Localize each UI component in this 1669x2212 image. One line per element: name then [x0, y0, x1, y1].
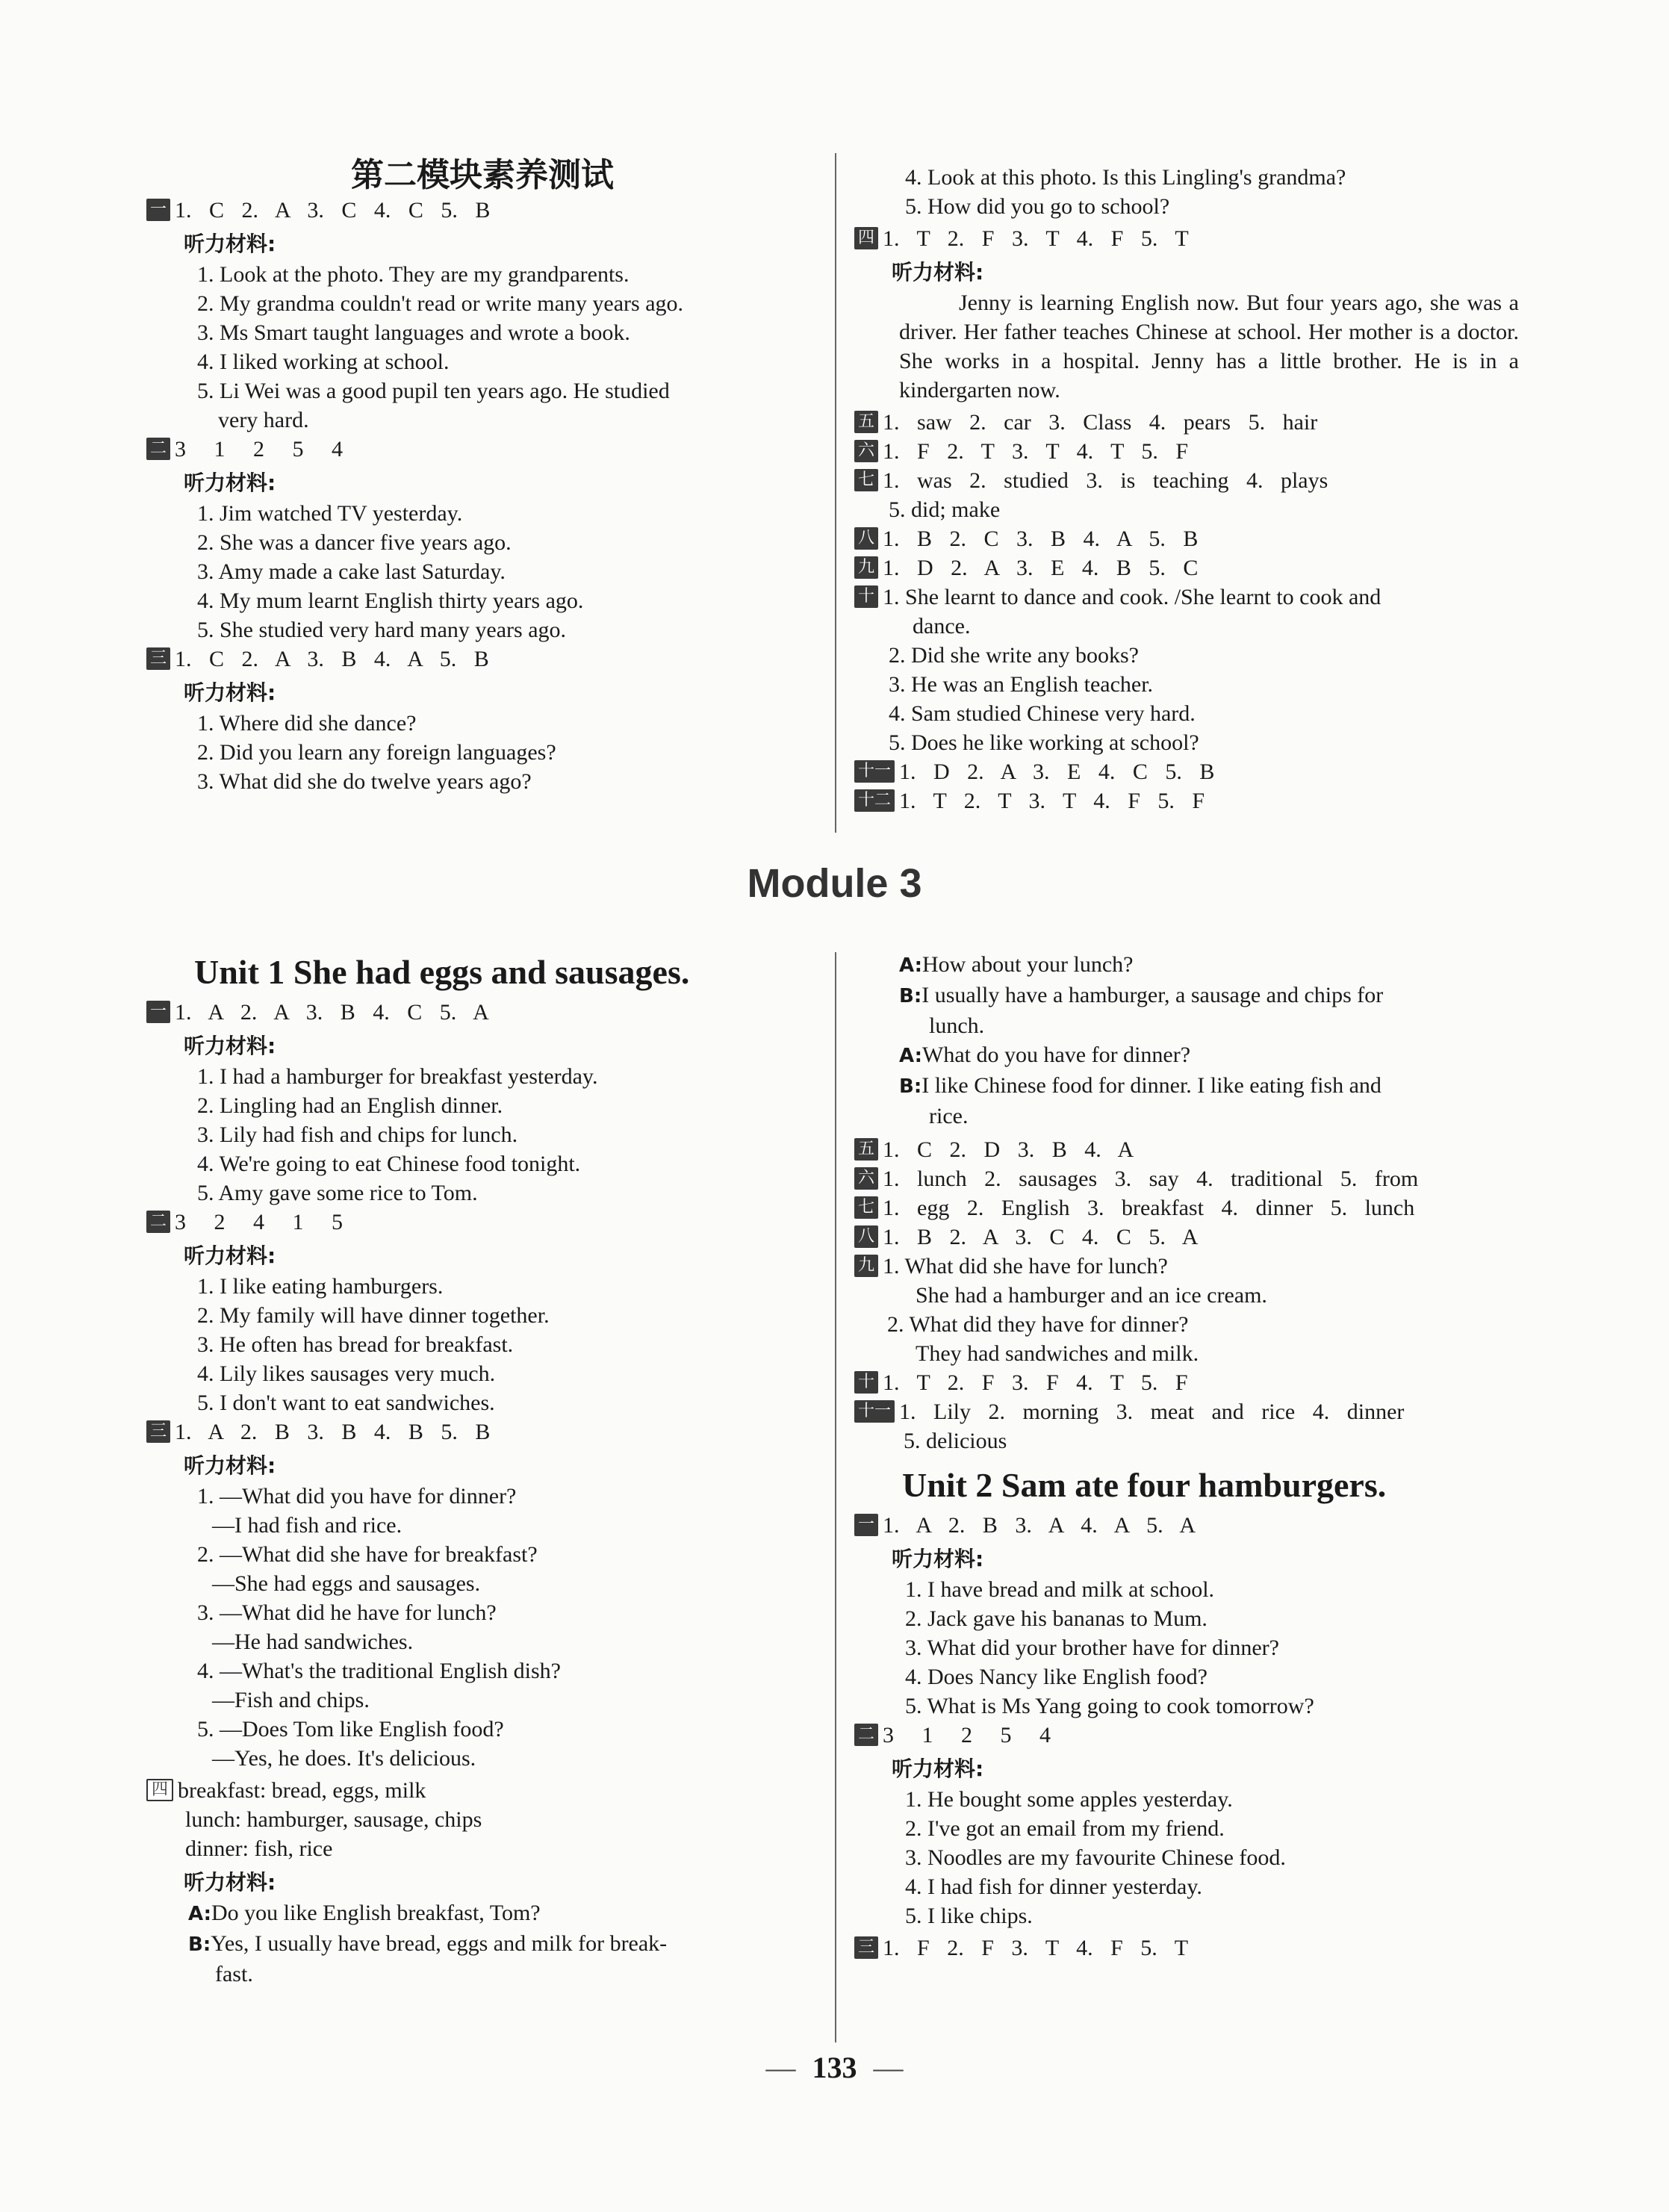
- section-tag: 四: [146, 1779, 173, 1801]
- section-tag: 七: [854, 1196, 878, 1219]
- section-12-answers: 十二 1. T 2. T 3. T 4. F 5. F: [854, 786, 1526, 815]
- page-number: — 133 —: [765, 2051, 904, 2084]
- section-7-answers: 七 1. was 2. studied 3. is teaching 4. plays: [854, 466, 1526, 495]
- listening-lines: 1. Jim watched TV yesterday. 2. She was a dancer five years ago. 3. Amy made a cake last Saturday. 4. My mum learnt English thirty years ago. 5. She studied very hard many years ago.: [197, 501, 584, 642]
- section-tag: 十一: [854, 1400, 895, 1423]
- listening-material-label: 听力材料:: [184, 1453, 276, 1478]
- dialog-part-2: A:How about your lunch? B:I usually have a hamburger, a sausage and chips for lunch. A:What do you have for dinner? B:I like Chinese food for dinner. I like eating fish and rice.: [899, 952, 1384, 1128]
- listening-material-label: 听力材料:: [184, 1034, 276, 1058]
- u2-section-3-answers: 三 1. F 2. F 3. T 4. F 5. T: [854, 1933, 1526, 1963]
- u1-section-11-answers: 十一 1. Lily 2. morning 3. meat and rice 4. dinner: [854, 1397, 1526, 1426]
- unit1-title: Unit 1 She had eggs and sausages.: [194, 953, 690, 991]
- u1-section-10-answers: 十 1. T 2. F 3. F 4. T 5. F: [854, 1368, 1526, 1397]
- section-tag: 三: [146, 1420, 170, 1443]
- section-tag: 八: [854, 1225, 878, 1248]
- u1-section-3-answers: 三 1. A 2. B 3. B 4. B 5. B: [146, 1417, 818, 1447]
- section-tag: 一: [146, 1001, 170, 1023]
- section-tag: 七: [854, 469, 878, 491]
- u2-section-1-answers: 一 1. A 2. B 3. A 4. A 5. A: [854, 1511, 1526, 1540]
- section-8-answers: 八 1. B 2. C 3. B 4. A 5. B: [854, 524, 1526, 553]
- u1-section-8-answers: 八 1. B 2. A 3. C 4. C 5. A: [854, 1222, 1526, 1252]
- section-tag: 十一: [854, 760, 895, 783]
- listening-material-label: 听力材料:: [184, 680, 276, 705]
- listening-material-label: 听力材料:: [892, 260, 984, 285]
- section-tag: 十: [854, 585, 878, 608]
- u1-section-4: 四 breakfast: bread, eggs, milk: [146, 1776, 818, 1805]
- dialog-part-1: A:Do you like English breakfast, Tom? B:Yes, I usually have bread, eggs and milk for break- fast.: [188, 1901, 668, 1986]
- section-3-answers: 三 1. C 2. A 3. B 4. A 5. B: [146, 644, 818, 674]
- column-divider: [835, 153, 836, 833]
- u1-section-1-answers: 一 1. A 2. A 3. B 4. C 5. A: [146, 998, 818, 1027]
- section-4-answers: 四 1. T 2. F 3. T 4. F 5. T: [854, 224, 1526, 253]
- unit1-right: A:How about your lunch? B:I usually have a hamburger, a sausage and chips for lunch. A:What do you have for dinner? B:I like Chinese food for dinner. I like eating fish and rice. 五 1. C 2. D 3. B 4. A 六 1. lunch 2. sausages 3. say 4. traditional 5. from 七 1. egg 2. English 3. breakfast 4. dinner 5. lunch 八 1. B 2. A 3. C 4. C 5. A 九 1. What did she have for lunch? She had a hamburger and an ice cream. 2. What did they have for dinner? They had sandwiches and milk. 十 1. T 2. F 3. F 4. T 5. F 十一 1. Lily 2. morning 3. meat and rice 4. dinner 5. delicious Unit 2 Sam ate four hamburgers. 一 1. A 2. B 3. A 4. A 5. A 听力材料: 1. I have bread and milk at school. 2. Jack gave his bananas to Mum. 3. What did your brother have for dinner? 4. Does Nancy like English food? 5. What is Ms Yang going to cook tomorrow? 二 3 1 2 5 4 听力材料: 1. He bought some apples yesterday. 2. I've got an email from my friend. 3. Noodles are my favourite Chinese food. 4. I had fish for dinner yesterday. 5. I like chips. 三 1. F 2. F 3. T 4. F 5. T: [854, 950, 1526, 1963]
- section-1-answers: 一 1. C 2. A 3. C 4. C 5. B: [146, 196, 818, 225]
- listening-paragraph: Jenny is learning English now. But four years ago, she was a driver. Her father teaches Chinese at school. Her mother is a doctor. She works in a hospital. Jenny has a little brother. He is in a kindergarten now.: [899, 291, 1519, 403]
- section-tag: 一: [854, 1514, 878, 1536]
- section-tag: 十: [854, 1371, 878, 1394]
- u2-section-2-answers: 二 3 1 2 5 4: [854, 1721, 1526, 1750]
- section-tag: 二: [854, 1724, 878, 1746]
- u1-section-5-answers: 五 1. C 2. D 3. B 4. A: [854, 1135, 1526, 1164]
- section-tag: 五: [854, 1138, 878, 1161]
- section-tag: 六: [854, 1167, 878, 1190]
- section-tag: 一: [146, 199, 170, 221]
- unit2-title: Unit 2 Sam ate four hamburgers.: [902, 1466, 1387, 1504]
- column-divider: [835, 952, 836, 2042]
- section-tag: 九: [854, 556, 878, 579]
- listening-lines: 1. Look at the photo. They are my grandparents. 2. My grandma couldn't read or write many years ago. 3. Ms Smart taught languages and wrote a book. 4. I liked working at school. 5. Li Wei was a good pupil ten years ago. He studied very hard.: [197, 262, 684, 432]
- listening-material-label: 听力材料:: [892, 1756, 984, 1781]
- test-title: 第二模块素养测试: [351, 156, 614, 194]
- section-5-answers: 五 1. saw 2. car 3. Class 4. pears 5. hair: [854, 408, 1526, 437]
- section-10-answers: 十 1. She learnt to dance and cook. /She learnt to cook and: [854, 582, 1526, 612]
- u1-section-6-answers: 六 1. lunch 2. sausages 3. say 4. traditional 5. from: [854, 1164, 1526, 1193]
- listening-lines: 1. Where did she dance? 2. Did you learn any foreign languages? 3. What did she do twelve years ago?: [197, 711, 556, 794]
- section-tag: 八: [854, 527, 878, 550]
- section-tag: 五: [854, 411, 878, 433]
- section-tag: 三: [854, 1936, 878, 1959]
- section-tag: 四: [854, 227, 878, 249]
- unit1-left: Unit 1 She had eggs and sausages. 一 1. A 2. A 3. B 4. C 5. A 听力材料: 1. I had a hamburger for breakfast yesterday. 2. Lingling had an English dinner. 3. Lily had fish and chips for lunch. 4. We're going to eat Chinese food tonight. 5. Amy gave some rice to Tom. 二 3 2 4 1 5 听力材料: 1. I like eating hamburgers. 2. My family will have dinner together. 3. He often has bread for breakfast. 4. Lily likes sausages very much. 5. I don't want to eat sandwiches. 三 1. A 2. B 3. B 4. B 5. B 听力材料: 1. —What did you have for dinner? —I had fish and rice. 2. —What did she have for breakfast? —She had eggs and sausages. 3. —What did he have for lunch? —He had sandwiches. 4. —What's the traditional English dish? —Fish and chips. 5. —Does Tom like English food? —Yes, he does. It's delicious. 四 breakfast: bread, eggs, milk lunch: hamburger, sausage, chips dinner: fish, rice 听力材料: A:Do you like English breakfast, Tom? B:Yes, I usually have bread, eggs and milk for break- fast.: [146, 948, 818, 1989]
- section-11-answers: 十一 1. D 2. A 3. E 4. C 5. B: [854, 757, 1526, 786]
- listening-material-label: 听力材料:: [184, 1243, 276, 1268]
- listening-material-label: 听力材料:: [184, 470, 276, 495]
- listening-material-label: 听力材料:: [892, 1547, 984, 1571]
- section-tag: 三: [146, 647, 170, 670]
- listening-material-label: 听力材料:: [184, 232, 276, 256]
- section-tag: 二: [146, 438, 170, 460]
- u1-section-9: 九 1. What did she have for lunch?: [854, 1252, 1526, 1281]
- listening-material-label: 听力材料:: [184, 1870, 276, 1895]
- u1-section-2-answers: 二 3 2 4 1 5: [146, 1208, 818, 1237]
- module-title: Module 3: [747, 861, 922, 906]
- section-9-answers: 九 1. D 2. A 3. E 4. B 5. C: [854, 553, 1526, 582]
- right-column-top: 4. Look at this photo. Is this Lingling's grandma? 5. How did you go to school? 四 1. T 2. F 3. T 4. F 5. T 听力材料: Jenny is learning English now. But four years ago, she was a driver. Her father teaches Chinese at school. Her mother is a doctor. She works in a hospital. Jenny has a little brother. He is in a kindergarten now. 五 1. saw 2. car 3. Class 4. pears 5. hair 六 1. F 2. T 3. T 4. T 5. F 七 1. was 2. studied 3. is teaching 4. plays 5. did; make 八 1. B 2. C 3. B 4. A 5. B 九 1. D 2. A 3. E 4. B 5. C 十 1. She learnt to dance and cook. /She learnt to cook and dance. 2. Did she write any books? 3. He was an English teacher. 4. Sam studied Chinese very hard. 5. Does he like working at school? 十一 1. D 2. A 3. E 4. C 5. B 十二 1. T 2. T 3. T 4. F 5. F: [854, 163, 1526, 815]
- section-tag: 十二: [854, 789, 895, 812]
- u1-section-7-answers: 七 1. egg 2. English 3. breakfast 4. dinner 5. lunch: [854, 1193, 1526, 1222]
- section-tag: 二: [146, 1211, 170, 1233]
- left-column-top: [146, 153, 818, 796]
- section-tag: 六: [854, 440, 878, 462]
- section-tag: 九: [854, 1255, 878, 1277]
- section-2-answers: 二 3 1 2 5 4: [146, 435, 818, 464]
- section-6-answers: 六 1. F 2. T 3. T 4. T 5. F: [854, 437, 1526, 466]
